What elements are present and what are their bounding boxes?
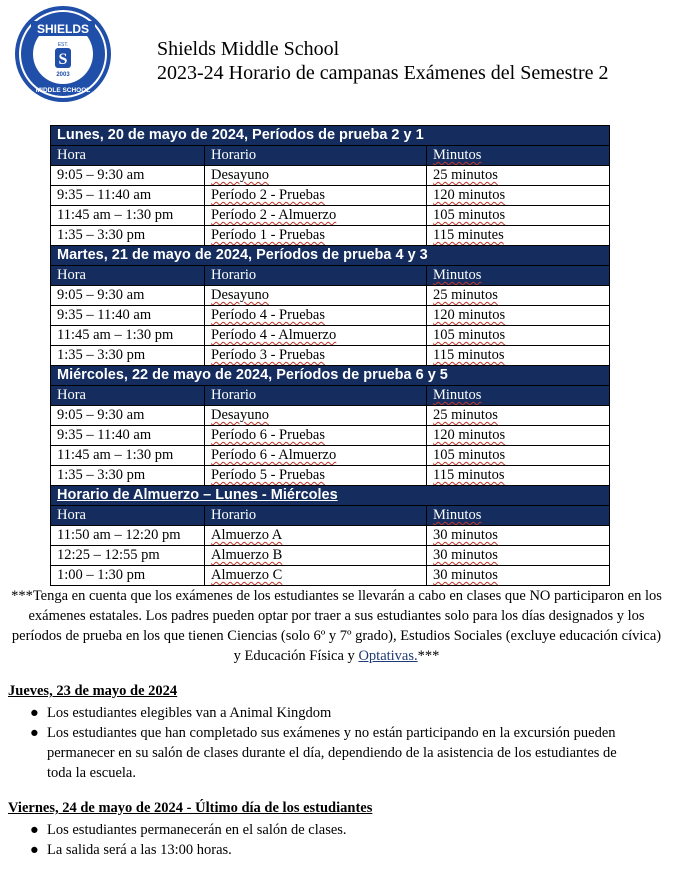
bullet-text: Los estudiantes permanecerán en el salón de clases. bbox=[47, 822, 347, 838]
bullet-text: La salida será a las 13:00 horas. bbox=[47, 842, 232, 858]
column-header-minutos-text: Minutos bbox=[433, 387, 482, 403]
horario-cell bbox=[205, 346, 427, 366]
minutos-cell-text: 30 minutos bbox=[433, 527, 498, 543]
bullet-icon: ● bbox=[30, 725, 39, 741]
friday-list bbox=[30, 820, 630, 860]
hora-cell: 1:35 – 3:30 pm bbox=[51, 346, 205, 366]
hora-cell: 11:45 am – 1:30 pm bbox=[51, 326, 205, 346]
horario-cell bbox=[205, 206, 427, 226]
horario-cell-text: Período 4 - Almuerzo bbox=[211, 327, 337, 343]
minutos-cell bbox=[427, 546, 610, 566]
thursday-list bbox=[30, 703, 630, 783]
minutos-cell-text: 115 minutes bbox=[433, 227, 504, 243]
table-row bbox=[51, 546, 610, 566]
school-name: Shields Middle School bbox=[157, 38, 340, 60]
minutos-cell bbox=[427, 426, 610, 446]
hora-cell: 9:05 – 9:30 am bbox=[51, 166, 205, 186]
column-header-horario: Horario bbox=[205, 506, 427, 526]
horario-cell-text: Período 6 - Almuerzo bbox=[211, 447, 337, 463]
horario-cell-text: Desayuno bbox=[211, 287, 269, 303]
column-header-row bbox=[51, 146, 610, 166]
schedule-subtitle: 2023-24 Horario de campanas Exámenes del Semestre 2 bbox=[157, 62, 609, 84]
bullet-icon: ● bbox=[30, 705, 39, 721]
hora-cell: 11:45 am – 1:30 pm bbox=[51, 446, 205, 466]
horario-cell-text: Desayuno bbox=[211, 407, 269, 423]
table-row bbox=[51, 446, 610, 466]
horario-cell-text: Almuerzo A bbox=[211, 527, 283, 543]
friday-heading: Viernes, 24 de mayo de 2024 - Último día de los estudiantes bbox=[8, 800, 373, 816]
thursday-heading: Jueves, 23 de mayo de 2024 bbox=[8, 683, 178, 699]
minutos-cell bbox=[427, 186, 610, 206]
minutos-cell-text: 25 minutos bbox=[433, 167, 498, 183]
hora-cell: 9:35 – 11:40 am bbox=[51, 306, 205, 326]
logo-est: EST. bbox=[57, 42, 69, 48]
list-item bbox=[30, 840, 630, 860]
table-row bbox=[51, 406, 610, 426]
bullet-icon: ● bbox=[30, 822, 39, 838]
horario-cell-text: Período 4 - Pruebas bbox=[211, 307, 325, 323]
table-row bbox=[51, 166, 610, 186]
section-header bbox=[51, 486, 610, 506]
column-header-hora: Hora bbox=[51, 146, 205, 166]
hora-cell: 11:45 am – 1:30 pm bbox=[51, 206, 205, 226]
horario-cell-text: Almuerzo B bbox=[211, 547, 283, 563]
bullet-text: Los estudiantes elegibles van a Animal Kingdom bbox=[47, 705, 332, 721]
minutos-cell-text: 105 minutos bbox=[433, 207, 506, 223]
school-logo bbox=[13, 4, 113, 104]
logo-name: SHIELDS bbox=[36, 22, 90, 36]
document-title bbox=[157, 37, 609, 85]
table-row bbox=[51, 326, 610, 346]
list-item bbox=[30, 723, 630, 783]
section-header bbox=[51, 246, 610, 266]
exam-note bbox=[8, 586, 665, 666]
table-row bbox=[51, 526, 610, 546]
table-row bbox=[51, 306, 610, 326]
horario-cell-text: Período 6 - Pruebas bbox=[211, 427, 325, 443]
horario-cell-text: Período 2 - Pruebas bbox=[211, 187, 325, 203]
hora-cell: 1:00 – 1:30 pm bbox=[51, 566, 205, 586]
hora-cell: 1:35 – 3:30 pm bbox=[51, 466, 205, 486]
minutos-cell bbox=[427, 466, 610, 486]
column-header-hora: Hora bbox=[51, 506, 205, 526]
logo-bottom: MIDDLE SCHOOL bbox=[35, 87, 91, 94]
section-title bbox=[51, 246, 610, 266]
column-header-horario: Horario bbox=[205, 386, 427, 406]
minutos-cell-text: 120 minutos bbox=[433, 427, 506, 443]
horario-cell bbox=[205, 466, 427, 486]
horario-cell-text: Período 5 - Pruebas bbox=[211, 467, 325, 483]
minutos-cell bbox=[427, 346, 610, 366]
section-title bbox=[51, 486, 610, 506]
minutos-cell-text: 120 minutos bbox=[433, 187, 506, 203]
horario-cell bbox=[205, 286, 427, 306]
minutos-cell-text: 115 minutos bbox=[433, 347, 505, 363]
horario-cell bbox=[205, 186, 427, 206]
column-header-minutos bbox=[427, 386, 610, 406]
column-header-minutos-text: Minutos bbox=[433, 147, 482, 163]
horario-cell bbox=[205, 406, 427, 426]
section-title-text: Lunes, 20 de mayo de 2024, Períodos de prueba 2 y 1 bbox=[57, 127, 424, 143]
column-header-minutos-text: Minutos bbox=[433, 267, 482, 283]
bullet-text: Los estudiantes que han completado sus exámenes y no están participando en la excursión pueden permanecer en su salón de clases durante el día, dependiendo de la asistencia de los estudiantes de toda la escuela. bbox=[47, 725, 617, 781]
minutos-cell bbox=[427, 526, 610, 546]
table-row bbox=[51, 286, 610, 306]
table-row bbox=[51, 226, 610, 246]
column-header-row bbox=[51, 386, 610, 406]
horario-cell bbox=[205, 566, 427, 586]
hora-cell: 9:05 – 9:30 am bbox=[51, 286, 205, 306]
minutos-cell-text: 30 minutos bbox=[433, 567, 498, 583]
column-header-hora: Hora bbox=[51, 266, 205, 286]
minutos-cell bbox=[427, 286, 610, 306]
hora-cell: 9:35 – 11:40 am bbox=[51, 426, 205, 446]
section-title-text: Martes, 21 de mayo de 2024, Períodos de prueba 4 y 3 bbox=[57, 247, 428, 263]
logo-letter: S bbox=[58, 51, 68, 68]
table-row bbox=[51, 426, 610, 446]
minutos-cell bbox=[427, 306, 610, 326]
table-row bbox=[51, 466, 610, 486]
note-end: *** bbox=[417, 648, 440, 664]
minutos-cell-text: 30 minutos bbox=[433, 547, 498, 563]
minutos-cell bbox=[427, 446, 610, 466]
column-header-horario: Horario bbox=[205, 146, 427, 166]
section-title bbox=[51, 126, 610, 146]
minutos-cell-text: 115 minutos bbox=[433, 467, 505, 483]
column-header-row bbox=[51, 266, 610, 286]
horario-cell bbox=[205, 546, 427, 566]
horario-cell bbox=[205, 226, 427, 246]
list-item bbox=[30, 820, 630, 840]
minutos-cell-text: 105 minutos bbox=[433, 447, 506, 463]
horario-cell bbox=[205, 526, 427, 546]
section-header bbox=[51, 366, 610, 386]
hora-cell: 9:35 – 11:40 am bbox=[51, 186, 205, 206]
bullet-icon: ● bbox=[30, 842, 39, 858]
horario-cell-text: Desayuno bbox=[211, 167, 269, 183]
minutos-cell bbox=[427, 206, 610, 226]
horario-cell bbox=[205, 166, 427, 186]
column-header-minutos bbox=[427, 506, 610, 526]
minutos-cell-text: 105 minutos bbox=[433, 327, 506, 343]
table-row bbox=[51, 566, 610, 586]
column-header-row bbox=[51, 506, 610, 526]
schedule-table bbox=[50, 125, 610, 586]
horario-cell bbox=[205, 426, 427, 446]
minutos-cell bbox=[427, 226, 610, 246]
minutos-cell bbox=[427, 566, 610, 586]
horario-cell-text: Período 3 - Pruebas bbox=[211, 347, 325, 363]
table-row bbox=[51, 186, 610, 206]
table-row bbox=[51, 346, 610, 366]
minutos-cell bbox=[427, 326, 610, 346]
column-header-minutos-text: Minutos bbox=[433, 507, 482, 523]
column-header-minutos bbox=[427, 266, 610, 286]
minutos-cell-text: 25 minutos bbox=[433, 407, 498, 423]
optativas-link[interactable]: Optativas. bbox=[358, 648, 418, 664]
hora-cell: 12:25 – 12:55 pm bbox=[51, 546, 205, 566]
horario-cell-text: Período 1 - Pruebas bbox=[211, 227, 325, 243]
hora-cell: 11:50 am – 12:20 pm bbox=[51, 526, 205, 546]
minutos-cell-text: 25 minutos bbox=[433, 287, 498, 303]
horario-cell bbox=[205, 446, 427, 466]
minutos-cell bbox=[427, 166, 610, 186]
table-row bbox=[51, 206, 610, 226]
section-header bbox=[51, 126, 610, 146]
logo-year: 2003 bbox=[56, 72, 70, 78]
minutos-cell bbox=[427, 406, 610, 426]
horario-cell-text: Período 2 - Almuerzo bbox=[211, 207, 337, 223]
hora-cell: 1:35 – 3:30 pm bbox=[51, 226, 205, 246]
section-title-text: Horario de Almuerzo – Lunes - Miércoles bbox=[57, 487, 338, 503]
column-header-hora: Hora bbox=[51, 386, 205, 406]
minutos-cell-text: 120 minutos bbox=[433, 307, 506, 323]
horario-cell-text: Almuerzo C bbox=[211, 567, 283, 583]
horario-cell bbox=[205, 326, 427, 346]
list-item bbox=[30, 703, 630, 723]
hora-cell: 9:05 – 9:30 am bbox=[51, 406, 205, 426]
note-text: ***Tenga en cuenta que los exámenes de los estudiantes se llevarán a cabo en clases que NO participaron en los exámenes estatales. Los padres pueden optar por traer a sus estudiantes solo para los días designados y los períodos de prueba en los que tienen Ciencias (solo 6º y 7º grado), Estudios Sociales (excluye educación cívica) y Educación Física y bbox=[11, 588, 662, 664]
horario-cell bbox=[205, 306, 427, 326]
column-header-minutos bbox=[427, 146, 610, 166]
section-title-text: Miércoles, 22 de mayo de 2024, Períodos de prueba 6 y 5 bbox=[57, 367, 448, 383]
column-header-horario: Horario bbox=[205, 266, 427, 286]
section-title bbox=[51, 366, 610, 386]
